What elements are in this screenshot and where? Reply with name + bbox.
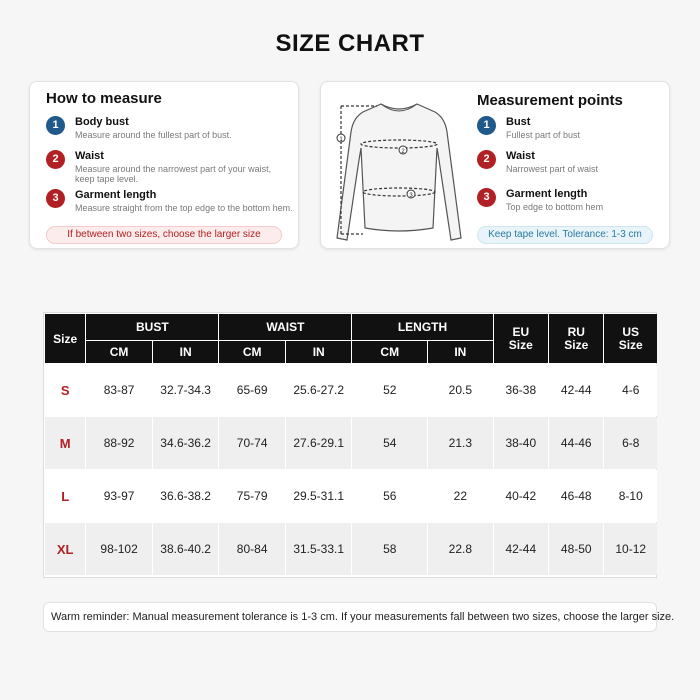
- step-number-badge: 1: [46, 116, 65, 135]
- length-in-header: IN: [428, 341, 493, 363]
- length-cm-header: CM: [352, 341, 427, 363]
- waist-in-header: IN: [286, 341, 352, 363]
- marker-1: 1: [339, 137, 343, 143]
- step-number-badge: 1: [477, 116, 496, 135]
- eu-size-cell: 36-38: [494, 364, 548, 416]
- waist-cm-header: CM: [219, 341, 285, 363]
- eu-size-cell: 40-42: [494, 470, 548, 522]
- step-description: Narrowest part of waist: [506, 164, 599, 174]
- how-to-measure-heading: How to measure: [46, 90, 162, 107]
- step-title: Garment length: [506, 188, 588, 200]
- bust-in-cell: 34.6-36.2: [153, 417, 219, 469]
- length-cm-cell: 58: [352, 523, 427, 575]
- length-in-cell: 20.5: [428, 364, 493, 416]
- measurement-points-heading: Measurement points: [477, 92, 623, 109]
- size-label: XL: [45, 523, 85, 575]
- table-row: [45, 417, 657, 469]
- eu-size-header: EU Size: [494, 314, 548, 363]
- us-size-cell: 8-10: [604, 470, 657, 522]
- page-title: SIZE CHART: [275, 30, 425, 57]
- bust-in-cell: 32.7-34.3: [153, 364, 219, 416]
- ru-size-header: RU Size: [549, 314, 603, 363]
- waist-cm-cell: 70-74: [219, 417, 285, 469]
- size-label: L: [45, 470, 85, 522]
- step-title: Bust: [506, 116, 531, 128]
- bust-cm-cell: 83-87: [86, 364, 152, 416]
- step-description: Top edge to bottom hem: [506, 202, 604, 212]
- waist-cm-cell: 80-84: [219, 523, 285, 575]
- long-sleeve-shirt-diagram: [329, 88, 469, 246]
- length-in-cell: 22: [428, 470, 493, 522]
- waist-in-cell: 29.5-31.1: [286, 470, 352, 522]
- how-step-3: [46, 189, 296, 225]
- step-title: Body bust: [75, 116, 129, 128]
- larger-size-note: If between two sizes, choose the larger size: [46, 226, 282, 244]
- bust-in-cell: 36.6-38.2: [153, 470, 219, 522]
- us-size-cell: 4-6: [604, 364, 657, 416]
- how-step-1: [46, 116, 296, 144]
- step-title: Waist: [506, 150, 535, 162]
- length-cm-cell: 56: [352, 470, 427, 522]
- step-description: Measure straight from the top edge to the bottom hem.: [75, 203, 293, 213]
- eu-size-cell: 42-44: [494, 523, 548, 575]
- bust-in-header: IN: [153, 341, 219, 363]
- point-step-2: [477, 150, 667, 178]
- step-number-badge: 3: [46, 189, 65, 208]
- waist-cm-cell: 75-79: [219, 470, 285, 522]
- size-column-header: Size: [45, 314, 85, 363]
- bust-cm-cell: 93-97: [86, 470, 152, 522]
- step-number-badge: 2: [477, 150, 496, 169]
- us-size-cell: 10-12: [604, 523, 657, 575]
- size-label: S: [45, 364, 85, 416]
- ru-size-cell: 46-48: [549, 470, 603, 522]
- ru-size-cell: 42-44: [549, 364, 603, 416]
- eu-size-cell: 38-40: [494, 417, 548, 469]
- ru-size-cell: 44-46: [549, 417, 603, 469]
- length-cm-cell: 54: [352, 417, 427, 469]
- step-description: Measure around the fullest part of bust.: [75, 130, 232, 140]
- step-title: Garment length: [75, 189, 157, 201]
- bust-cm-header: CM: [86, 341, 152, 363]
- bust-cm-cell: 98-102: [86, 523, 152, 575]
- table-row: [45, 364, 657, 416]
- step-title: Waist: [75, 150, 104, 162]
- bust-cm-cell: 88-92: [86, 417, 152, 469]
- waist-group-header: WAIST: [219, 314, 351, 340]
- waist-cm-cell: 65-69: [219, 364, 285, 416]
- tolerance-note: Keep tape level. Tolerance: 1-3 cm: [477, 226, 653, 244]
- table-row: [45, 523, 657, 575]
- ru-size-cell: 48-50: [549, 523, 603, 575]
- waist-in-cell: 27.6-29.1: [286, 417, 352, 469]
- point-step-3: [477, 188, 667, 216]
- step-description: Fullest part of bust: [506, 130, 581, 140]
- length-in-cell: 21.3: [428, 417, 493, 469]
- size-table: [43, 312, 657, 578]
- measurement-points-card: [320, 81, 670, 249]
- warm-reminder-footer: Warm reminder: Manual measurement tolerance is 1-3 cm. If your measurements fall between two sizes, choose the larger size.: [43, 602, 657, 632]
- waist-in-cell: 31.5-33.1: [286, 523, 352, 575]
- step-number-badge: 3: [477, 188, 496, 207]
- us-size-header: US Size: [604, 314, 657, 363]
- bust-in-cell: 38.6-40.2: [153, 523, 219, 575]
- step-number-badge: 2: [46, 150, 65, 169]
- how-step-2: [46, 150, 296, 186]
- marker-2: 2: [401, 149, 405, 155]
- table-row: [45, 470, 657, 522]
- step-description: Measure around the narrowest part of your waist, keep tape level.: [75, 164, 272, 184]
- size-label: M: [45, 417, 85, 469]
- length-in-cell: 22.8: [428, 523, 493, 575]
- length-group-header: LENGTH: [352, 314, 492, 340]
- us-size-cell: 6-8: [604, 417, 657, 469]
- point-step-1: [477, 116, 667, 144]
- bust-group-header: BUST: [86, 314, 218, 340]
- marker-3: 3: [409, 193, 413, 199]
- length-cm-cell: 52: [352, 364, 427, 416]
- waist-in-cell: 25.6-27.2: [286, 364, 352, 416]
- how-to-measure-card: [29, 81, 299, 249]
